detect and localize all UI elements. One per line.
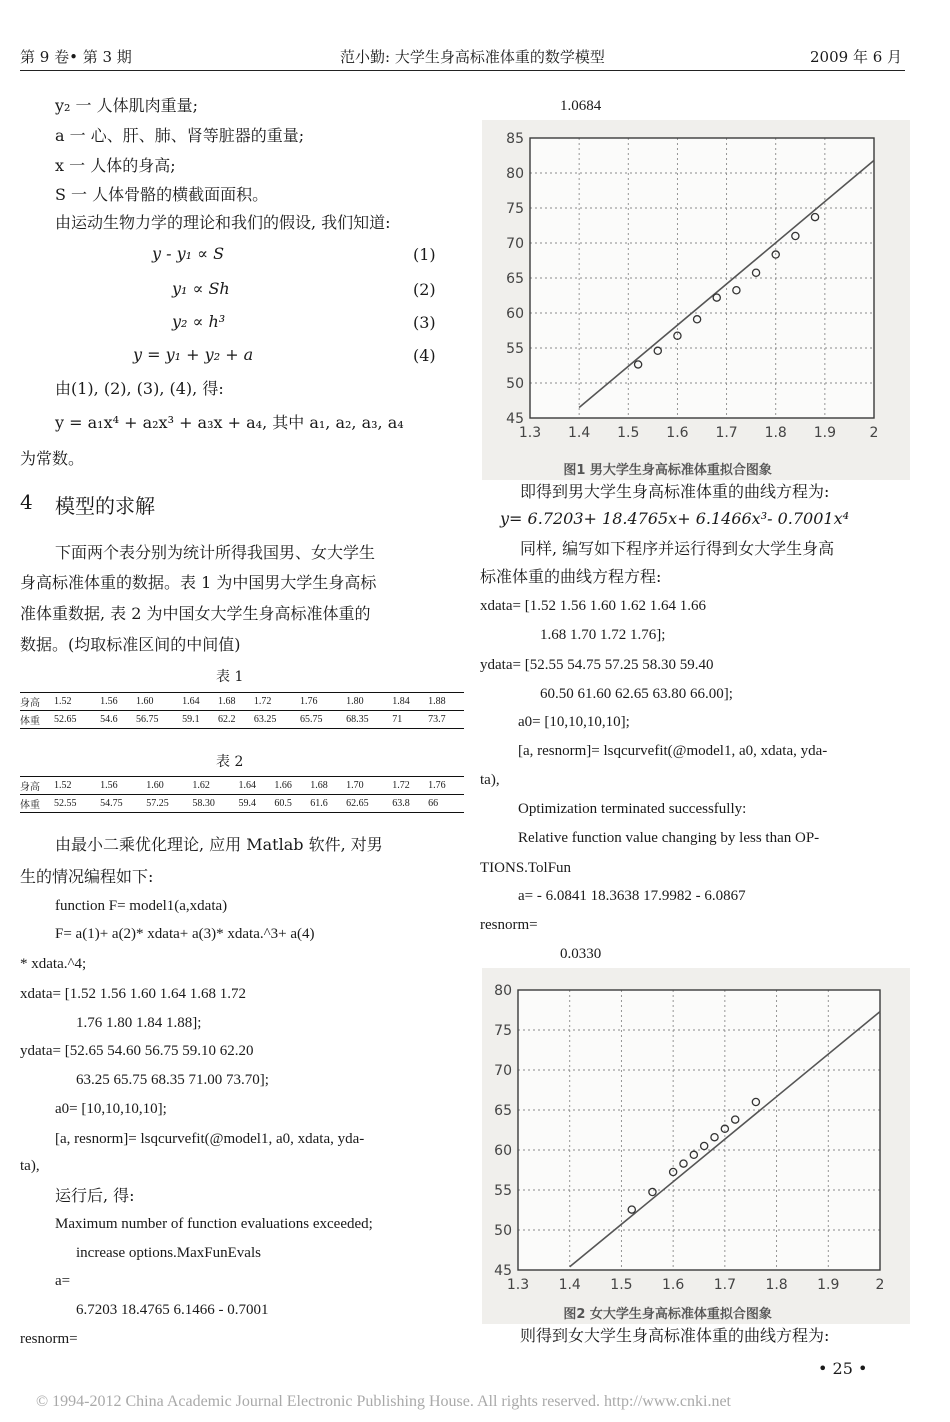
table-cell: 1.56 [100, 693, 136, 711]
table-cell: 1.56 [100, 777, 146, 795]
code-line: a0= [10,10,10,10]; [518, 714, 630, 730]
table-cell: 52.55 [54, 795, 100, 813]
table-cell: 59.1 [182, 711, 218, 729]
x-tick-label: 2 [869, 425, 879, 441]
code-line: ydata= [52.55 54.75 57.25 58.30 59.40 [480, 657, 714, 673]
table-cell: 57.25 [146, 795, 192, 813]
table-cell: 1.64 [239, 777, 275, 795]
table-cell: 1.72 [254, 693, 300, 711]
derive-sentence: 由(1), (2), (3), (4), 得: [55, 379, 224, 398]
figure-2-chart [482, 968, 910, 1324]
code-line: 1.76 1.80 1.84 1.88]; [76, 1015, 202, 1031]
x-tick-label: 1.5 [610, 1277, 633, 1293]
paragraph-line-4: 数据。(均取标准区间的中间值) [20, 635, 241, 654]
y-tick-label: 55 [494, 1183, 512, 1199]
x-tick-label: 1.6 [662, 1277, 685, 1293]
y-tick-label: 45 [506, 411, 524, 427]
x-tick-label: 1.6 [666, 425, 689, 441]
table-cell: 身高 [20, 777, 54, 795]
code-line: resnorm= [480, 917, 538, 933]
figure-caption: 图1 男大学生身高标准体重拟合图象 [563, 463, 772, 478]
table-cell: 58.30 [192, 795, 238, 813]
female-equation-intro: 则得到女大学生身高标准体重的曲线方程为: [520, 1326, 830, 1345]
table-cell: 1.64 [182, 693, 218, 711]
table-cell: 1.76 [428, 777, 464, 795]
y-tick-label: 60 [494, 1143, 512, 1159]
table-cell: 63.25 [254, 711, 300, 729]
x-tick-label: 1.4 [568, 425, 591, 441]
y-tick-label: 60 [506, 306, 524, 322]
table-cell: 52.65 [54, 711, 100, 729]
table-cell: 1.76 [300, 693, 346, 711]
code-line: resnorm= [20, 1331, 78, 1347]
right-paragraph-line-2: 标准体重的曲线方程方程: [480, 567, 662, 586]
table-cell: 65.75 [300, 711, 346, 729]
code-line: ydata= [52.65 54.60 56.75 59.10 62.20 [20, 1043, 254, 1059]
table-cell: 62.65 [346, 795, 392, 813]
table-cell: 66 [428, 795, 464, 813]
table-2-title: 表 2 [216, 754, 244, 770]
code-line: 63.25 65.75 68.35 71.00 73.70]; [76, 1072, 269, 1088]
equation-4: y = y₁ + y₂ + a [133, 345, 254, 364]
table-cell: 1.60 [136, 693, 182, 711]
code-line: 1.68 1.70 1.72 1.76]; [540, 627, 666, 643]
table-cell: 54.6 [100, 711, 136, 729]
table-cell: 1.52 [54, 777, 100, 795]
paragraph-line-3: 准体重数据, 表 2 为中国女大学生身高标准体重的 [20, 604, 371, 623]
code-line: a0= [10,10,10,10]; [55, 1101, 167, 1117]
figure-1-chart [482, 120, 910, 480]
y-tick-label: 75 [494, 1023, 512, 1039]
equation-4-number: (4) [413, 346, 436, 365]
section-title: 模型的求解 [55, 494, 155, 518]
table-cell: 身高 [20, 693, 54, 711]
table-1-title: 表 1 [216, 669, 244, 685]
x-tick-label: 1.7 [715, 425, 738, 441]
x-tick-label: 1.7 [713, 1277, 736, 1293]
table-cell: 1.80 [346, 693, 392, 711]
table-cell: 1.68 [218, 693, 254, 711]
right-paragraph-line-1: 同样, 编写如下程序并运行得到女大学生身高 [520, 539, 835, 558]
x-tick-label: 1.3 [518, 425, 542, 441]
code-line: [a, resnorm]= lsqcurvefit(@model1, a0, xdata, yda- [55, 1131, 365, 1147]
equation-1: y - y₁ ∝ S [152, 244, 225, 263]
code-line: a= [55, 1273, 71, 1289]
table-cell: 1.66 [274, 777, 310, 795]
table-cell: 61.6 [310, 795, 346, 813]
section-number: 4 [20, 490, 33, 514]
table-cell: 60.5 [274, 795, 310, 813]
table-cell: 1.68 [310, 777, 346, 795]
equation-2: y₁ ∝ Sh [172, 279, 230, 298]
run-result-label: 运行后, 得: [55, 1186, 135, 1205]
running-header-date: 2009 年 6 月 [810, 48, 903, 66]
table-cell: 体重 [20, 795, 54, 813]
y-tick-label: 65 [506, 271, 524, 287]
definition-x: x 一 人体的身高; [55, 156, 176, 175]
code-line: Optimization terminated successfully: [518, 801, 747, 817]
equation-1-number: (1) [413, 245, 436, 264]
table-cell: 体重 [20, 711, 54, 729]
table-cell: 1.84 [392, 693, 428, 711]
x-tick-label: 1.3 [506, 1277, 530, 1293]
code-line: increase options.MaxFunEvals [76, 1245, 261, 1261]
y-tick-label: 75 [506, 201, 524, 217]
y-tick-label: 65 [494, 1103, 512, 1119]
code-line: * xdata.^4; [20, 956, 87, 972]
table-cell: 1.52 [54, 693, 100, 711]
paragraph2-line-2: 生的情况编程如下: [20, 867, 154, 886]
running-header-title: 范小勤: 大学生身高标准体重的数学模型 [340, 48, 605, 66]
figure-caption: 图2 女大学生身高标准体重拟合图象 [563, 1307, 772, 1322]
table-cell: 73.7 [428, 711, 464, 729]
code-line: xdata= [1.52 1.56 1.60 1.62 1.64 1.66 [480, 598, 706, 614]
x-tick-label: 1.9 [817, 1277, 840, 1293]
code-line: TIONS.TolFun [480, 860, 572, 876]
y-tick-label: 70 [506, 236, 524, 252]
table-cell: 56.75 [136, 711, 182, 729]
y-tick-label: 80 [506, 166, 524, 182]
definition-a: a 一 心、肝、肺、肾等脏器的重量; [55, 126, 305, 145]
x-tick-label: 1.8 [765, 1277, 788, 1293]
y-tick-label: 80 [494, 983, 512, 999]
equation-3-number: (3) [413, 313, 436, 332]
code-line: 6.7203 18.4765 6.1466 - 0.7001 [76, 1302, 269, 1318]
resnorm-value-male: 1.0684 [560, 98, 602, 114]
table-cell: 59.4 [239, 795, 275, 813]
running-header-volume: 第 9 卷• 第 3 期 [20, 48, 132, 66]
table-cell: 62.2 [218, 711, 254, 729]
y-tick-label: 55 [506, 341, 524, 357]
code-line: 60.50 61.60 62.65 63.80 66.00]; [540, 686, 733, 702]
paragraph-line-1: 下面两个表分别为统计所得我国男、女大学生 [55, 543, 376, 562]
x-tick-label: 1.8 [764, 425, 787, 441]
code-line: Maximum number of function evaluations exceeded; [55, 1216, 373, 1232]
table-1 [20, 692, 464, 729]
table-cell: 1.60 [146, 777, 192, 795]
result-tail: 为常数。 [20, 449, 85, 468]
intro-sentence: 由运动生物力学的理论和我们的假设, 我们知道: [55, 213, 391, 232]
definition-s: S 一 人体骨骼的横截面面积。 [55, 185, 269, 204]
table-cell: 63.8 [392, 795, 428, 813]
table-cell: 1.62 [192, 777, 238, 795]
equation-3: y₂ ∝ h³ [172, 312, 226, 331]
y-tick-label: 70 [494, 1063, 512, 1079]
x-tick-label: 2 [875, 1277, 885, 1293]
table-cell: 1.88 [428, 693, 464, 711]
table-cell: 71 [392, 711, 428, 729]
male-equation-intro: 即得到男大学生身高标准体重的曲线方程为: [520, 482, 830, 501]
plot-area [518, 990, 880, 1270]
paragraph-line-2: 身高标准体重的数据。表 1 为中国男大学生身高标 [20, 573, 377, 592]
equation-2-number: (2) [413, 280, 436, 299]
copyright-footer: © 1994-2012 China Academic Journal Electronic Publishing House. All rights reserved. http://www.cnki.net [36, 1393, 731, 1410]
result-equation: y = a₁x⁴ + a₂x³ + a₃x + a₄, 其中 a₁, a₂, a₃, a₄ [55, 413, 404, 432]
table-cell: 54.75 [100, 795, 146, 813]
y-tick-label: 45 [494, 1263, 512, 1279]
code-line: ta), [20, 1158, 40, 1174]
x-tick-label: 1.5 [617, 425, 640, 441]
y-tick-label: 85 [506, 131, 524, 147]
header-rule [20, 70, 905, 71]
definition-y2: y₂ 一 人体肌肉重量; [55, 96, 199, 115]
x-tick-label: 1.9 [813, 425, 836, 441]
x-tick-label: 1.4 [558, 1277, 581, 1293]
paragraph2-line-1: 由最小二乘优化理论, 应用 Matlab 软件, 对男 [55, 835, 383, 854]
resnorm-value-female: 0.0330 [560, 946, 602, 962]
code-line: ta), [480, 772, 500, 788]
code-line: a= - 6.0841 18.3638 17.9982 - 6.0867 [518, 888, 746, 904]
table-2 [20, 776, 464, 813]
y-tick-label: 50 [506, 376, 524, 392]
code-line: function F= model1(a,xdata) [55, 898, 228, 914]
table-cell: 1.70 [346, 777, 392, 795]
table-cell: 68.35 [346, 711, 392, 729]
page-number: • 25 • [818, 1359, 868, 1378]
code-line: Relative function value changing by less than OP- [518, 830, 820, 846]
code-line: xdata= [1.52 1.56 1.60 1.64 1.68 1.72 [20, 986, 246, 1002]
y-tick-label: 50 [494, 1223, 512, 1239]
code-line: [a, resnorm]= lsqcurvefit(@model1, a0, xdata, yda- [518, 743, 828, 759]
table-cell: 1.72 [392, 777, 428, 795]
male-equation: y= 6.7203+ 18.4765x+ 6.1466x³- 0.7001x⁴ [500, 509, 850, 528]
code-line: F= a(1)+ a(2)* xdata+ a(3)* xdata.^3+ a(4) [55, 926, 315, 942]
